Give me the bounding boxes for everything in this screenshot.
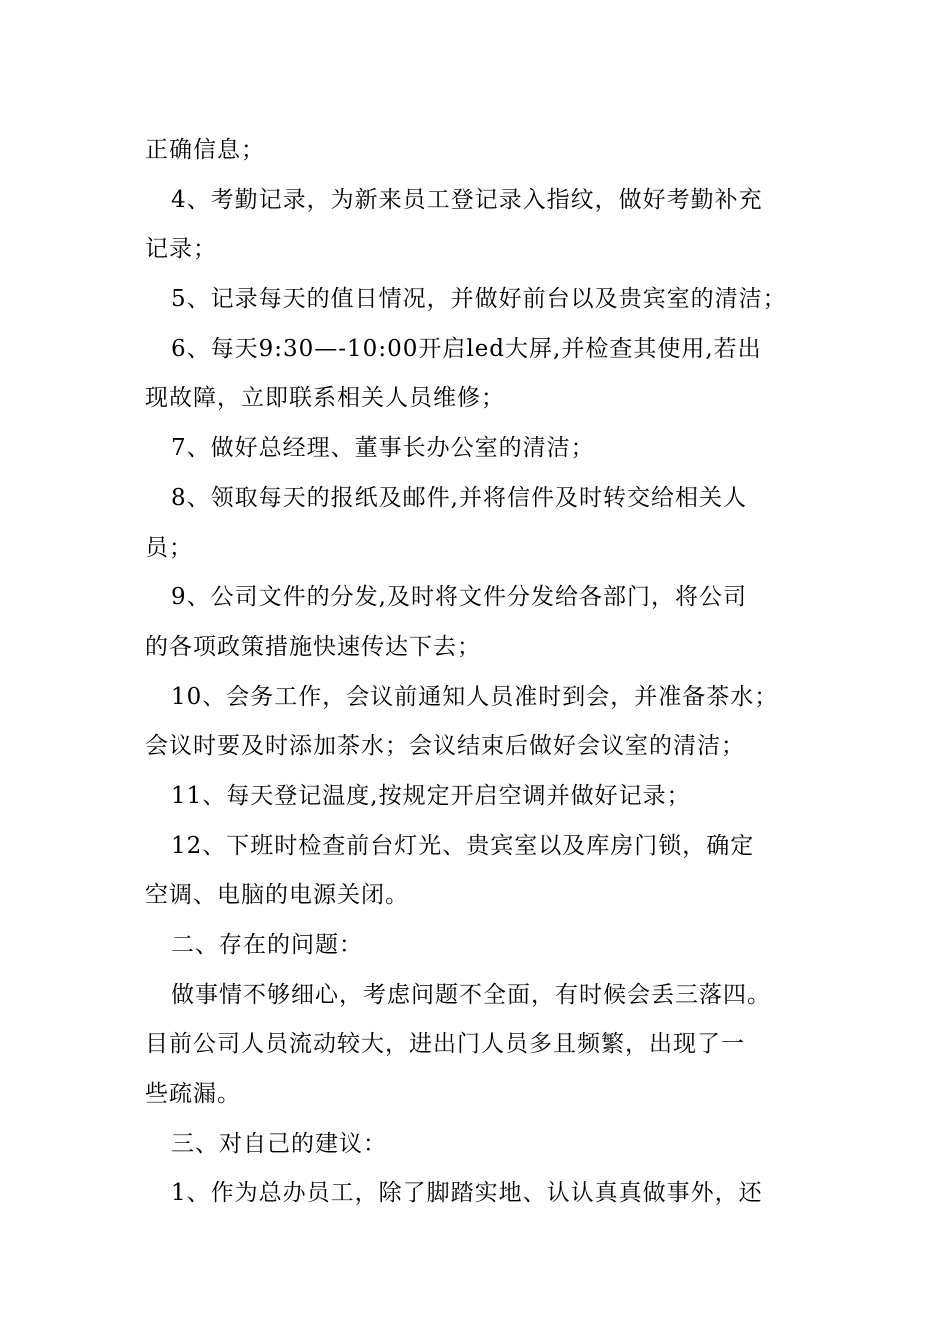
text-line: 12、下班时检查前台灯光、贵宾室以及库房门锁，确定 [171,832,755,859]
text-line: 5、记录每天的值日情况，并做好前台以及贵宾室的清洁； [171,286,787,313]
document-body [145,126,845,1219]
text-line: 目前公司人员流动较大，进出门人员多且频繁，出现了一 [145,1031,745,1058]
text-line: 1、作为总办员工，除了脚踏实地、认认真真做事外，还 [171,1180,763,1207]
text-line: 7、做好总经理、董事长办公室的清洁； [171,435,595,462]
text-line: 现故障，立即联系相关人员维修； [145,385,505,412]
text-line: 4、考勤记录，为新来员工登记录入指纹，做好考勤补充 [171,186,763,213]
text-line: 员； [145,534,193,561]
text-line: 空调、电脑的电源关闭。 [145,882,409,909]
text-line: 6、每天9:30—-10:00开启led大屏,并检查其使用,若出 [171,335,762,362]
text-line: 11、每天登记温度,按规定开启空调并做好记录； [171,782,691,809]
text-line: 9、公司文件的分发,及时将文件分发给各部门，将公司 [171,584,747,611]
text-line: 的各项政策措施快速传达下去； [145,633,481,660]
text-line: 正确信息； [145,137,265,163]
text-line: 10、会务工作，会议前通知人员准时到会，并准备茶水； [171,683,779,710]
text-line: 些疏漏。 [145,1081,241,1108]
text-line: 做事情不够细心，考虑问题不全面，有时候会丢三落四。 [171,981,771,1008]
text-line: 会议时要及时添加茶水；会议结束后做好会议室的清洁； [145,733,745,760]
text-line: 记录； [145,236,217,263]
text-line: 8、领取每天的报纸及邮件,并将信件及时转交给相关人 [171,484,747,511]
section-heading: 三、对自己的建议： [171,1130,387,1157]
section-heading: 二、存在的问题： [171,932,363,958]
